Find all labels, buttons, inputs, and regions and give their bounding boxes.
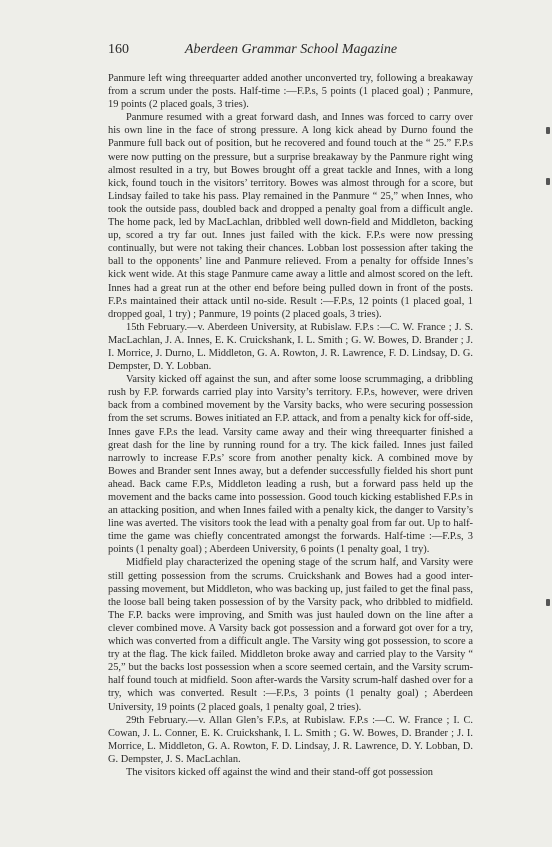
paragraph: Varsity kicked off against the sun, and after some loose scrummaging, a dribbling rush by F.P. forwards carried play into Varsity’s territory. F.P.s, however, were driven back from a combined movement by the Varsity backs, who were securing possession from the set scrums. Bowes initiated an F.P. attack, and from a penalty kick for off-side, Innes gave F.P.s the lead. Varsity came away and their wing threequarter finished a great dash for the line by running round for a try. The kick failed. Innes just failed narrowly to increase F.P.s’ score from another penalty kick. A combined move by Bowes and Brander sent Innes away, but a defender successfully fielded his short punt ahead. Back came F.P.s, Middleton leading a rush, but a forward pass held up the movement and the backs came into possession. Good touch kicking established F.P.s in an attacking position, and when Innes failed with a penalty kick, the danger to Varsity’s line was averted. The visitors took the lead with a penalty goal from far out. Up to half-time the game was chiefly concentrated amongst the forwards. Half-time :—F.P.s, 3 points (1 penalty goal) ; Aberdeen University, 6 points (1 penalty goal, 1 try). bbox=[108, 374, 473, 556]
page-number: 160 bbox=[108, 42, 129, 57]
paragraph: 15th February.—v. Aberdeen University, at Rubislaw. F.P.s :—C. W. France ; J. S. MacLachlan, J. A. Innes, E. K. Cruickshank, I. L. Smith ; G. W. Bowes, D. Brander ; J. I. Morrice, J. Durno, L. Middleton, G. A. Rowton, J. R. Lawrence, F. D. Lindsay, D. G. Dempster, D. Y. Lobban. bbox=[108, 321, 473, 373]
article-body bbox=[108, 72, 473, 779]
paragraph: Panmure resumed with a great forward dash, and Innes was forced to carry over his own line in the face of strong pressure. A long kick ahead by Durno found the Panmure full back out of position, but he recovered and found touch at the “ 25.” F.P.s were now putting on the pressure, but a surprise breakaway by the Panmure right wing almost resulted in a try, but Bowes brought off a great tackle and Innes, with a long kick, found touch in the visitors’ territory. Bowes was almost through for a score, but Lindsay failed to take his pass. Play remained in the Panmure “ 25,” when Innes, who took the outside pass, doubled back and dropped a penalty goal from a difficult angle. The home pack, led by MacLachlan, dribbled well down-field and Middleton, backing up, scored a try far out. Innes just failed with the kick. F.P.s were now pressing continually, but were not taking their chances. Lobban lost possession after taking the ball to the opponents’ line and Panmure relieved. From a penalty for offside Innes’s kick went wide. At this stage Panmure came away a little and almost scored on the left. Innes had a great run at the other end before being pulled down in front of the posts. F.P.s maintained their attack until no-side. Result :—F.P.s, 12 points (1 placed goal, 1 dropped goal, 1 try) ; Panmure, 19 points (2 placed goals, 3 tries). bbox=[108, 112, 473, 320]
running-title: Aberdeen Grammar School Magazine bbox=[184, 42, 398, 57]
binding-mark bbox=[546, 127, 550, 134]
binding-mark bbox=[546, 178, 550, 185]
paragraph: 29th February.—v. Allan Glen’s F.P.s, at Rubislaw. F.P.s :—C. W. France ; I. C. Cowan, J. L. Conner, E. K. Cruickshank, I. L. Smith ; G. W. Bowes, D. Brander ; J. I. Morrice, L. Middleton, G. A. Rowton, F. D. Lindsay, J. R. Lawrence, D. Y. Lobban, D. G. Dempster, J. S. MacLachlan. bbox=[108, 714, 473, 765]
paragraph: Panmure left wing threequarter added another unconverted try, following a breakaway from a scrum under the posts. Half-time :—F.P.s, 5 points (1 placed goal) ; Panmure, 19 points (2 placed goals, 3 tries). bbox=[108, 73, 473, 111]
page-header bbox=[108, 42, 473, 62]
binding-mark bbox=[546, 599, 550, 606]
paragraph: The visitors kicked off against the wind and their stand-off got possession bbox=[126, 766, 433, 778]
paragraph: Midfield play characterized the opening stage of the scrum half, and Varsity were still getting possession from the scrums. Cruickshank and Bowes had a good inter-passing movement, but Middleton, who was backing up, just failed to get the final pass, the loose ball being taken possession of by the Varsity pack, who dribbled to midfield. The F.P. backs were improving, and Smith was just hauled down on the line after a clever combined move. A Varsity back got possession and a forward got over for a try, which was converted from a difficult angle. The Varsity wing got possession, to score a try at the flag. The kick failed. Middleton broke away and carried play to the Varsity “ 25,” but the backs lost possession when a score seemed certain, and the Varsity scrum-half found touch at midfield. Soon after-wards the Varsity scrum-half dashed over for a try, which was converted. Result :—F.P.s, 3 points (1 penalty goal) ; Aberdeen University, 19 points (2 placed goals, 1 penalty goal, 2 tries). bbox=[108, 557, 473, 713]
